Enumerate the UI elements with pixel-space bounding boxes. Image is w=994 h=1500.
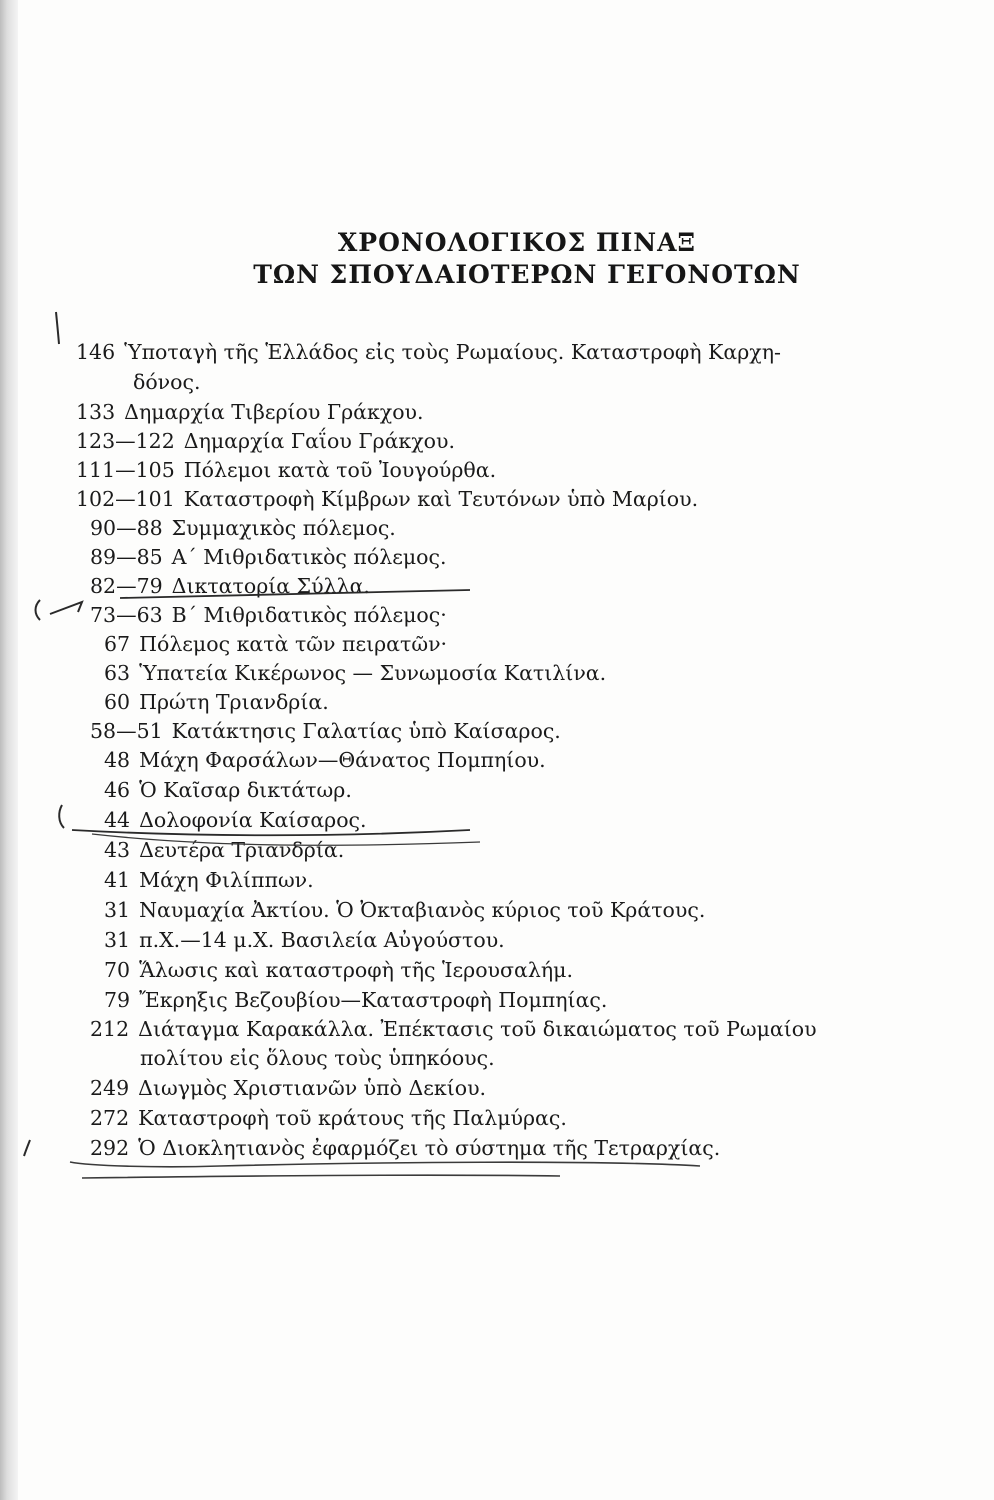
entry-text: Καταστροφὴ Κίμβρων καὶ Τευτόνων ὑπὸ Μαρίου. [183, 487, 699, 511]
chronology-entry [76, 456, 496, 485]
entry-text: Β΄ Μιθριδατικὸς πόλεμος· [171, 603, 447, 627]
entry-year: 73—63 [90, 603, 163, 627]
entry-year: 212 [90, 1017, 130, 1041]
entry-text: Ἔκρηξις Βεζουβίου—Καταστροφὴ Πομπηίας. [139, 988, 608, 1012]
entry-year: 48 [104, 748, 131, 772]
chronology-entry [90, 1134, 720, 1163]
entry-year: 31 [104, 898, 131, 922]
entry-year: 70 [104, 958, 131, 982]
chronology-entry [90, 601, 447, 630]
pencil-tick-mark [56, 312, 59, 344]
entry-text: Ὑποταγὴ τῆς Ἑλλάδος εἰς τοὺς Ρωμαίους. Καταστροφὴ Καρχη- [124, 340, 781, 364]
entry-year: 31 [104, 928, 131, 952]
entry-year: 272 [90, 1106, 130, 1130]
entry-continuation: πολίτου εἰς ὅλους τοὺς ὑπηκόους. [140, 1046, 495, 1070]
entry-text: Πόλεμοι κατὰ τοῦ Ἰουγούρθα. [183, 458, 497, 482]
entry-text: Πρώτη Τριανδρία. [139, 690, 329, 714]
chronology-entry [104, 896, 705, 925]
entry-year: 63 [104, 661, 131, 685]
chronology-entry [90, 1015, 817, 1044]
entry-text: Δικτατορία Σύλλα. [171, 574, 370, 598]
chronology-entry [90, 1074, 486, 1103]
chronology-entry [104, 926, 505, 955]
entry-year: 90—88 [90, 516, 163, 540]
entry-text: Κατάκτησις Γαλατίας ὑπὸ Καίσαρος. [171, 719, 561, 743]
chronology-entry [90, 572, 370, 601]
entry-year: 133 [76, 400, 116, 424]
chronology-entry [76, 485, 698, 514]
entry-year: 67 [104, 632, 131, 656]
pencil-arrow-mark [50, 602, 82, 614]
chronology-entry [104, 986, 607, 1015]
entry-text: Ἅλωσις καὶ καταστροφὴ τῆς Ἱερουσαλήμ. [139, 958, 573, 982]
chronology-entry [90, 543, 447, 572]
chronology-entry [104, 836, 344, 865]
entry-year: 82—79 [90, 574, 163, 598]
entry-text: Πόλεμος κατὰ τῶν πειρατῶν· [139, 632, 448, 656]
page-title-line-2: ΤΩΝ ΣΠΟΥΔΑΙΟΤΕΡΩΝ ΓΕΓΟΝΟΤΩΝ [253, 260, 801, 289]
entry-year: 89—85 [90, 545, 163, 569]
entry-text: Μάχη Φαρσάλων—Θάνατος Πομπηίου. [139, 748, 546, 772]
pencil-underline [82, 1175, 560, 1178]
entry-text: Δολοφονία Καίσαρος. [139, 808, 367, 832]
entry-text: Ὁ Διοκλητιανὸς ἐφαρμόζει τὸ σύστημα τῆς Τετραρχίας. [138, 1136, 721, 1160]
page-edge-shadow [0, 0, 18, 1500]
pencil-tick-mark [24, 1140, 30, 1156]
chronology-entry [104, 956, 573, 985]
chronology-entry [104, 659, 606, 688]
entry-year: 41 [104, 868, 131, 892]
chronology-entry [76, 427, 455, 456]
chronology-entry [104, 688, 329, 717]
chronology-entry [104, 630, 447, 659]
pencil-bracket-mark [36, 600, 41, 620]
entry-text: Ὁ Καῖσαρ δικτάτωρ. [139, 778, 352, 802]
chronology-entry [76, 338, 781, 367]
chronology-entry [90, 717, 561, 746]
chronology-entry [104, 806, 367, 835]
entry-text: Μάχη Φιλίππων. [139, 868, 314, 892]
entry-text: Δημαρχία Τιβερίου Γράκχου. [124, 400, 424, 424]
chronology-entry [104, 746, 546, 775]
entry-year: 146 [76, 340, 116, 364]
entry-year: 249 [90, 1076, 130, 1100]
pencil-bracket-mark [59, 805, 64, 828]
entry-text: Διάταγμα Καρακάλλα. Ἐπέκτασις τοῦ δικαιώματος τοῦ Ρωμαίου [138, 1017, 817, 1041]
entry-text: Διωγμὸς Χριστιανῶν ὑπὸ Δεκίου. [138, 1076, 487, 1100]
entry-year: 46 [104, 778, 131, 802]
entry-text: π.Χ.—14 μ.Χ. Βασιλεία Αὐγούστου. [139, 928, 505, 952]
entry-text: Συμμαχικὸς πόλεμος. [171, 516, 396, 540]
entry-text: Δημαρχία Γαΐου Γράκχου. [183, 429, 455, 453]
entry-year: 79 [104, 988, 131, 1012]
chronology-entry [76, 398, 424, 427]
chronology-entry [90, 1104, 567, 1133]
entry-year: 292 [90, 1136, 130, 1160]
entry-year: 60 [104, 690, 131, 714]
page-title-line-1: ΧΡΟΝΟΛΟΓΙΚΟΣ ΠΙΝΑΞ [337, 228, 697, 257]
entry-year: 43 [104, 838, 131, 862]
entry-year: 58—51 [90, 719, 163, 743]
entry-year: 123—122 [76, 429, 175, 453]
entry-year: 102—101 [76, 487, 175, 511]
entry-text: Καταστροφὴ τοῦ κράτους τῆς Παλμύρας. [138, 1106, 567, 1130]
chronology-entry [104, 866, 314, 895]
chronology-entry [104, 776, 352, 805]
entry-year: 111—105 [76, 458, 175, 482]
entry-continuation: δόνος. [133, 370, 201, 394]
entry-text: Δευτέρα Τριανδρία. [139, 838, 345, 862]
entry-text: Ὑπατεία Κικέρωνος — Συνωμοσία Κατιλίνα. [139, 661, 607, 685]
entry-text: Α΄ Μιθριδατικὸς πόλεμος. [171, 545, 447, 569]
chronology-entry [90, 514, 396, 543]
entry-text: Ναυμαχία Ἀκτίου. Ὁ Ὀκταβιανὸς κύριος τοῦ Κράτους. [139, 898, 706, 922]
entry-year: 44 [104, 808, 131, 832]
